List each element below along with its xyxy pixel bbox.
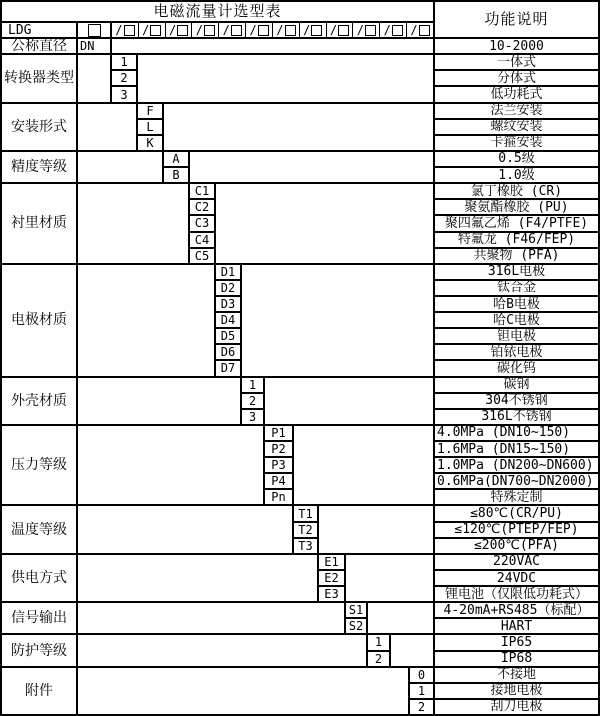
slash-separator: / xyxy=(276,23,284,38)
checkbox-icon xyxy=(177,25,188,36)
group-label-elec: 电极材质 xyxy=(1,264,77,377)
desc-cell-conv-3: 低功耗式 xyxy=(434,86,599,102)
checkbox-icon xyxy=(419,25,430,36)
desc-cell-inst-F: 法兰安装 xyxy=(434,103,599,119)
desc-cell-inst-K: 卡箍安装 xyxy=(434,135,599,151)
desc-cell-shell-2: 304不锈钢 xyxy=(434,393,599,409)
group-label-press: 压力等级 xyxy=(1,425,77,506)
empty-cell-left-lining xyxy=(77,183,189,264)
slash-separator: / xyxy=(410,23,418,38)
desc-cell-elec-D5: 钽电极 xyxy=(434,328,599,344)
code-cell-press-Pn: Pn xyxy=(264,489,293,505)
code-cell-signal-S2: S2 xyxy=(345,618,367,634)
empty-cell-right-press xyxy=(293,425,434,506)
code-cell-prot-2: 2 xyxy=(367,651,390,667)
code-cell-elec-D2: D2 xyxy=(215,280,241,296)
desc-cell-elec-D4: 哈C电极 xyxy=(434,312,599,328)
code-cell-temp-T2: T2 xyxy=(293,522,318,538)
code-cell-press-P2: P2 xyxy=(264,441,293,457)
group-label-power: 供电方式 xyxy=(1,554,77,602)
slash-separator: / xyxy=(329,23,338,38)
desc-cell-prot-1: IP65 xyxy=(434,634,599,650)
code-cell-elec-D5: D5 xyxy=(215,328,241,344)
slash-separator: / xyxy=(115,23,123,38)
group-label-prot: 防护等级 xyxy=(1,634,77,666)
function-description-header: 功能说明 xyxy=(434,1,599,38)
code-cell-elec-D4: D4 xyxy=(215,312,241,328)
code-cell-power-E2: E2 xyxy=(318,570,345,586)
code-cell-shell-1: 1 xyxy=(241,377,264,393)
code-cell-lining-C2: C2 xyxy=(189,199,215,215)
slash-separator: / xyxy=(168,23,177,38)
code-cell-inst-K: K xyxy=(137,135,163,151)
code-cell-conv-1: 1 xyxy=(111,54,137,70)
ldg-slot-box-12 xyxy=(406,23,433,37)
desc-cell-elec-D3: 哈B电极 xyxy=(434,296,599,312)
empty-cell-left-press xyxy=(77,425,264,506)
empty-cell-right-prot xyxy=(390,634,434,666)
empty-cell-left-conv xyxy=(77,54,111,102)
empty-cell-left-signal xyxy=(77,602,345,634)
desc-cell-prot-2: IP68 xyxy=(434,651,599,667)
code-cell-shell-3: 3 xyxy=(241,409,264,425)
empty-cell-right-inst xyxy=(163,103,434,151)
group-label-lining: 衬里材质 xyxy=(1,183,77,264)
desc-cell-temp-T1: ≤80℃(CR/PU) xyxy=(434,505,599,521)
empty-cell-right-shell xyxy=(264,377,434,425)
code-cell-lining-C4: C4 xyxy=(189,232,215,248)
checkbox-icon xyxy=(365,25,376,36)
group-label-shell: 外壳材质 xyxy=(1,377,77,425)
checkbox-icon xyxy=(285,25,296,36)
desc-cell-temp-T2: ≤120℃(PTEP/FEP) xyxy=(434,522,599,538)
ldg-slot-box-11 xyxy=(379,23,406,37)
code-cell-prot-1: 1 xyxy=(367,634,390,650)
desc-cell-acce-1: 接地电极 xyxy=(434,683,599,699)
code-cell-conv-3: 3 xyxy=(111,86,137,102)
code-cell-acce-2: 2 xyxy=(409,699,434,715)
empty-cell-right-power xyxy=(345,554,434,602)
desc-cell-acc-B: 1.0级 xyxy=(434,167,599,183)
code-cell-elec-D6: D6 xyxy=(215,344,241,360)
desc-cell-temp-T3: ≤200℃(PFA) xyxy=(434,538,599,554)
desc-cell-elec-D1: 316L电极 xyxy=(434,264,599,280)
group-label-conv: 转换器类型 xyxy=(1,54,77,102)
ldg-slot-box-9 xyxy=(326,23,353,37)
code-cell-elec-D3: D3 xyxy=(215,296,241,312)
empty-cell-left-inst xyxy=(77,103,137,151)
checkbox-icon xyxy=(231,25,242,36)
code-cell-press-P4: P4 xyxy=(264,473,293,489)
slash-separator: / xyxy=(383,23,391,38)
slash-separator: / xyxy=(195,23,204,38)
code-cell-acc-B: B xyxy=(163,167,189,183)
empty-cell-right-lining xyxy=(215,183,434,264)
code-cell-acc-A: A xyxy=(163,151,189,167)
group-label-acc: 精度等级 xyxy=(1,151,77,183)
desc-cell-shell-1: 碳钢 xyxy=(434,377,599,393)
group-label-dn: 公称直径 xyxy=(1,38,77,54)
desc-cell-conv-2: 分体式 xyxy=(434,70,599,86)
empty-cell-left-power xyxy=(77,554,318,602)
code-cell-shell-2: 2 xyxy=(241,393,264,409)
code-cell-lining-C3: C3 xyxy=(189,215,215,231)
group-label-temp: 温度等级 xyxy=(1,505,77,553)
code-cell-lining-C5: C5 xyxy=(189,248,215,264)
ldg-slot-box-5 xyxy=(218,23,245,37)
ldg-slot-box-1 xyxy=(112,23,138,37)
desc-cell-power-E1: 220VAC xyxy=(434,554,599,570)
code-cell-press-P3: P3 xyxy=(264,457,293,473)
empty-cell-right-conv xyxy=(137,54,434,102)
empty-cell-left-acce xyxy=(77,667,409,715)
code-cell-inst-L: L xyxy=(137,119,163,135)
ldg-slot-box-7 xyxy=(272,23,299,37)
ldg-slot-box-6 xyxy=(245,23,272,37)
page-title: 电磁流量计选型表 xyxy=(1,1,434,22)
desc-cell-conv-1: 一体式 xyxy=(434,54,599,70)
desc-cell-lining-C4: 特氟龙 (F46/FEP) xyxy=(434,232,599,248)
empty-cell-right-elec xyxy=(241,264,434,377)
desc-cell-lining-C2: 聚氨酯橡胶 (PU) xyxy=(434,199,599,215)
empty-cell-right-dn xyxy=(111,38,434,54)
ldg-slot-box-4 xyxy=(191,23,218,37)
group-label-acce: 附件 xyxy=(1,667,77,715)
empty-cell-right-signal xyxy=(367,602,434,634)
ldg-slot-box-2 xyxy=(138,23,165,37)
slash-separator: / xyxy=(222,23,230,38)
desc-cell-signal-S1: 4-20mA+RS485（标配） xyxy=(434,602,599,618)
checkbox-icon xyxy=(150,25,161,36)
empty-cell-left-temp xyxy=(77,505,293,553)
desc-cell-press-P2: 1.6MPa (DN15~150) xyxy=(434,441,599,457)
slash-separator: / xyxy=(356,23,364,38)
desc-cell-press-P1: 4.0MPa (DN10~150) xyxy=(434,425,599,441)
desc-cell-inst-L: 螺纹安装 xyxy=(434,119,599,135)
desc-cell-power-E3: 锂电池（仅限低功耗式） xyxy=(434,586,599,602)
ldg-first-code-box xyxy=(77,22,111,38)
group-label-signal: 信号输出 xyxy=(1,602,77,634)
empty-cell-left-elec xyxy=(77,264,215,377)
desc-cell-acc-A: 0.5级 xyxy=(434,151,599,167)
slash-separator: / xyxy=(249,23,257,38)
desc-cell-elec-D2: 钛合金 xyxy=(434,280,599,296)
desc-cell-press-P3: 1.0MPa (DN200~DN600) xyxy=(434,457,599,473)
code-cell-acce-0: 0 xyxy=(409,667,434,683)
desc-cell-elec-D7: 碳化钨 xyxy=(434,360,599,376)
code-cell-dn-DN: DN xyxy=(77,38,111,54)
desc-cell-press-Pn: 特殊定制 xyxy=(434,489,599,505)
empty-cell-left-acc xyxy=(77,151,163,183)
checkbox-icon xyxy=(204,25,215,36)
ldg-model-label: LDG xyxy=(1,22,77,38)
slash-separator: / xyxy=(142,23,150,38)
empty-cell-left-prot xyxy=(77,634,367,666)
checkbox-icon xyxy=(392,25,403,36)
code-cell-power-E3: E3 xyxy=(318,586,345,602)
code-cell-signal-S1: S1 xyxy=(345,602,367,618)
empty-cell-left-shell xyxy=(77,377,241,425)
ldg-slot-box-3 xyxy=(165,23,192,37)
desc-cell-power-E2: 24VDC xyxy=(434,570,599,586)
empty-cell-right-acc xyxy=(189,151,434,183)
checkbox-icon xyxy=(258,25,269,36)
desc-cell-signal-S2: HART xyxy=(434,618,599,634)
desc-cell-elec-D6: 铂铱电极 xyxy=(434,344,599,360)
ldg-slot-box-8 xyxy=(299,23,326,37)
ldg-code-slots xyxy=(111,22,434,38)
group-label-inst: 安装形式 xyxy=(1,103,77,151)
checkbox-icon xyxy=(338,25,349,36)
ldg-slot-box-10 xyxy=(352,23,379,37)
slash-separator: / xyxy=(303,23,311,38)
code-cell-press-P1: P1 xyxy=(264,425,293,441)
code-cell-temp-T3: T3 xyxy=(293,538,318,554)
code-cell-power-E1: E1 xyxy=(318,554,345,570)
code-cell-elec-D7: D7 xyxy=(215,360,241,376)
code-cell-conv-2: 2 xyxy=(111,70,137,86)
code-cell-acce-1: 1 xyxy=(409,683,434,699)
code-cell-temp-T1: T1 xyxy=(293,505,318,521)
desc-cell-dn-DN: 10-2000 xyxy=(434,38,599,54)
code-cell-inst-F: F xyxy=(137,103,163,119)
checkbox-icon xyxy=(88,24,101,37)
desc-cell-acce-2: 刮刀电极 xyxy=(434,699,599,715)
desc-cell-acce-0: 不接地 xyxy=(434,667,599,683)
desc-cell-press-P4: 0.6MPa(DN700~DN2000) xyxy=(434,473,599,489)
desc-cell-lining-C3: 聚四氟乙烯 (F4/PTFE) xyxy=(434,215,599,231)
desc-cell-shell-3: 316L不锈钢 xyxy=(434,409,599,425)
selection-table-grid xyxy=(1,1,599,715)
code-cell-lining-C1: C1 xyxy=(189,183,215,199)
desc-cell-lining-C1: 氯丁橡胶 (CR) xyxy=(434,183,599,199)
checkbox-icon xyxy=(124,25,135,36)
checkbox-icon xyxy=(311,25,322,36)
code-cell-elec-D1: D1 xyxy=(215,264,241,280)
empty-cell-right-temp xyxy=(318,505,434,553)
desc-cell-lining-C5: 共聚物 (PFA) xyxy=(434,248,599,264)
